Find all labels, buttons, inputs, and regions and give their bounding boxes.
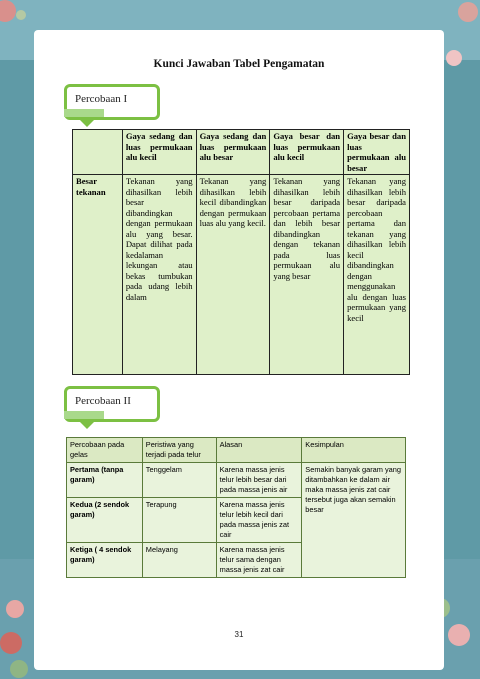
table-cell: Karena massa jenis telur lebih kecil dari pada massa jenis zat cair <box>216 498 302 543</box>
section-label-percobaan-2 <box>64 386 160 422</box>
label-shade <box>64 411 104 419</box>
section-label-percobaan-1 <box>64 84 160 120</box>
decor-dot <box>16 10 26 20</box>
table-header-cell: Alasan <box>216 438 302 463</box>
table-cell: Melayang <box>142 543 216 578</box>
table-cell: Karena massa jenis telur sama dengan massa jenis zat cair <box>216 543 302 578</box>
table-cell: Tekanan yang dihasilkan lebih besar daripada percobaan pertama dan tekanan yang dihasilkan lebih kecil dibandingkan dengan menggunakan alu dengan luas permukaan yang kecil <box>344 175 410 375</box>
table-cell: Tekanan yang dihasilkan lebih kecil dibandingkan dengan permukaan luas alu yang kecil. <box>196 175 270 375</box>
table-header-cell <box>73 130 123 175</box>
document-page <box>34 30 444 670</box>
table-cell: Pertama (tanpa garam) <box>67 463 143 498</box>
table-header-row <box>67 438 406 463</box>
decor-dot <box>458 2 478 22</box>
table-cell: Ketiga ( 4 sendok garam) <box>67 543 143 578</box>
page-number: 31 <box>234 630 244 639</box>
table-row-head: Besar tekanan <box>73 175 123 375</box>
page-title: Kunci Jawaban Tabel Pengamatan <box>153 58 325 70</box>
decor-dot <box>0 632 22 654</box>
decor-dot <box>10 660 28 678</box>
table-header-cell: Peristiwa yang terjadi pada telur <box>142 438 216 463</box>
table-row <box>73 175 410 375</box>
label-tail <box>77 117 97 127</box>
label-shade <box>64 109 104 117</box>
table-cell: Karena massa jenis telur lebih besar dari pada massa jenis air <box>216 463 302 498</box>
table-cell: Tenggelam <box>142 463 216 498</box>
table-cell: Kedua (2 sendok garam) <box>67 498 143 543</box>
table-cell: Tekanan yang dihasilkan lebih besar dibandingkan dengan permukaan alu yang besar. Dapat dilihat pada kedalaman lekungan atau bekas tumbukan pada udang lebih dalam <box>122 175 196 375</box>
table-header-cell: Gaya sedang dan luas permukaan alu besar <box>196 130 270 175</box>
table-cell-kesimpulan: Semakin banyak garam yang ditambahkan ke dalam air maka massa jenis zat cair tersebut juga akan semakin besar <box>302 463 406 578</box>
table-percobaan-1 <box>72 129 410 375</box>
label-tail <box>77 419 97 429</box>
table-cell: Terapung <box>142 498 216 543</box>
table-header-cell: Percobaan pada gelas <box>67 438 143 463</box>
table-header-row <box>73 130 410 175</box>
decor-dot <box>448 624 470 646</box>
table-percobaan-2 <box>66 437 406 578</box>
table-row <box>67 463 406 498</box>
section-label-text: Percobaan II <box>75 395 131 407</box>
table-cell: Tekanan yang dihasilkan lebih besar daripada percobaan pertama dan lebih besar dibandingkan dengan tekanan pada luas permukaan alu yang besar <box>270 175 344 375</box>
table-header-cell: Gaya sedang dan luas permukaan alu kecil <box>122 130 196 175</box>
section-label-text: Percobaan I <box>75 93 128 105</box>
decor-dot <box>6 600 24 618</box>
table-header-cell: Gaya besar dan luas permukaan alu kecil <box>270 130 344 175</box>
decor-dot <box>446 50 462 66</box>
table-header-cell: Gaya besar dan luas permukaan alu besar <box>344 130 410 175</box>
table-header-cell: Kesimpulan <box>302 438 406 463</box>
